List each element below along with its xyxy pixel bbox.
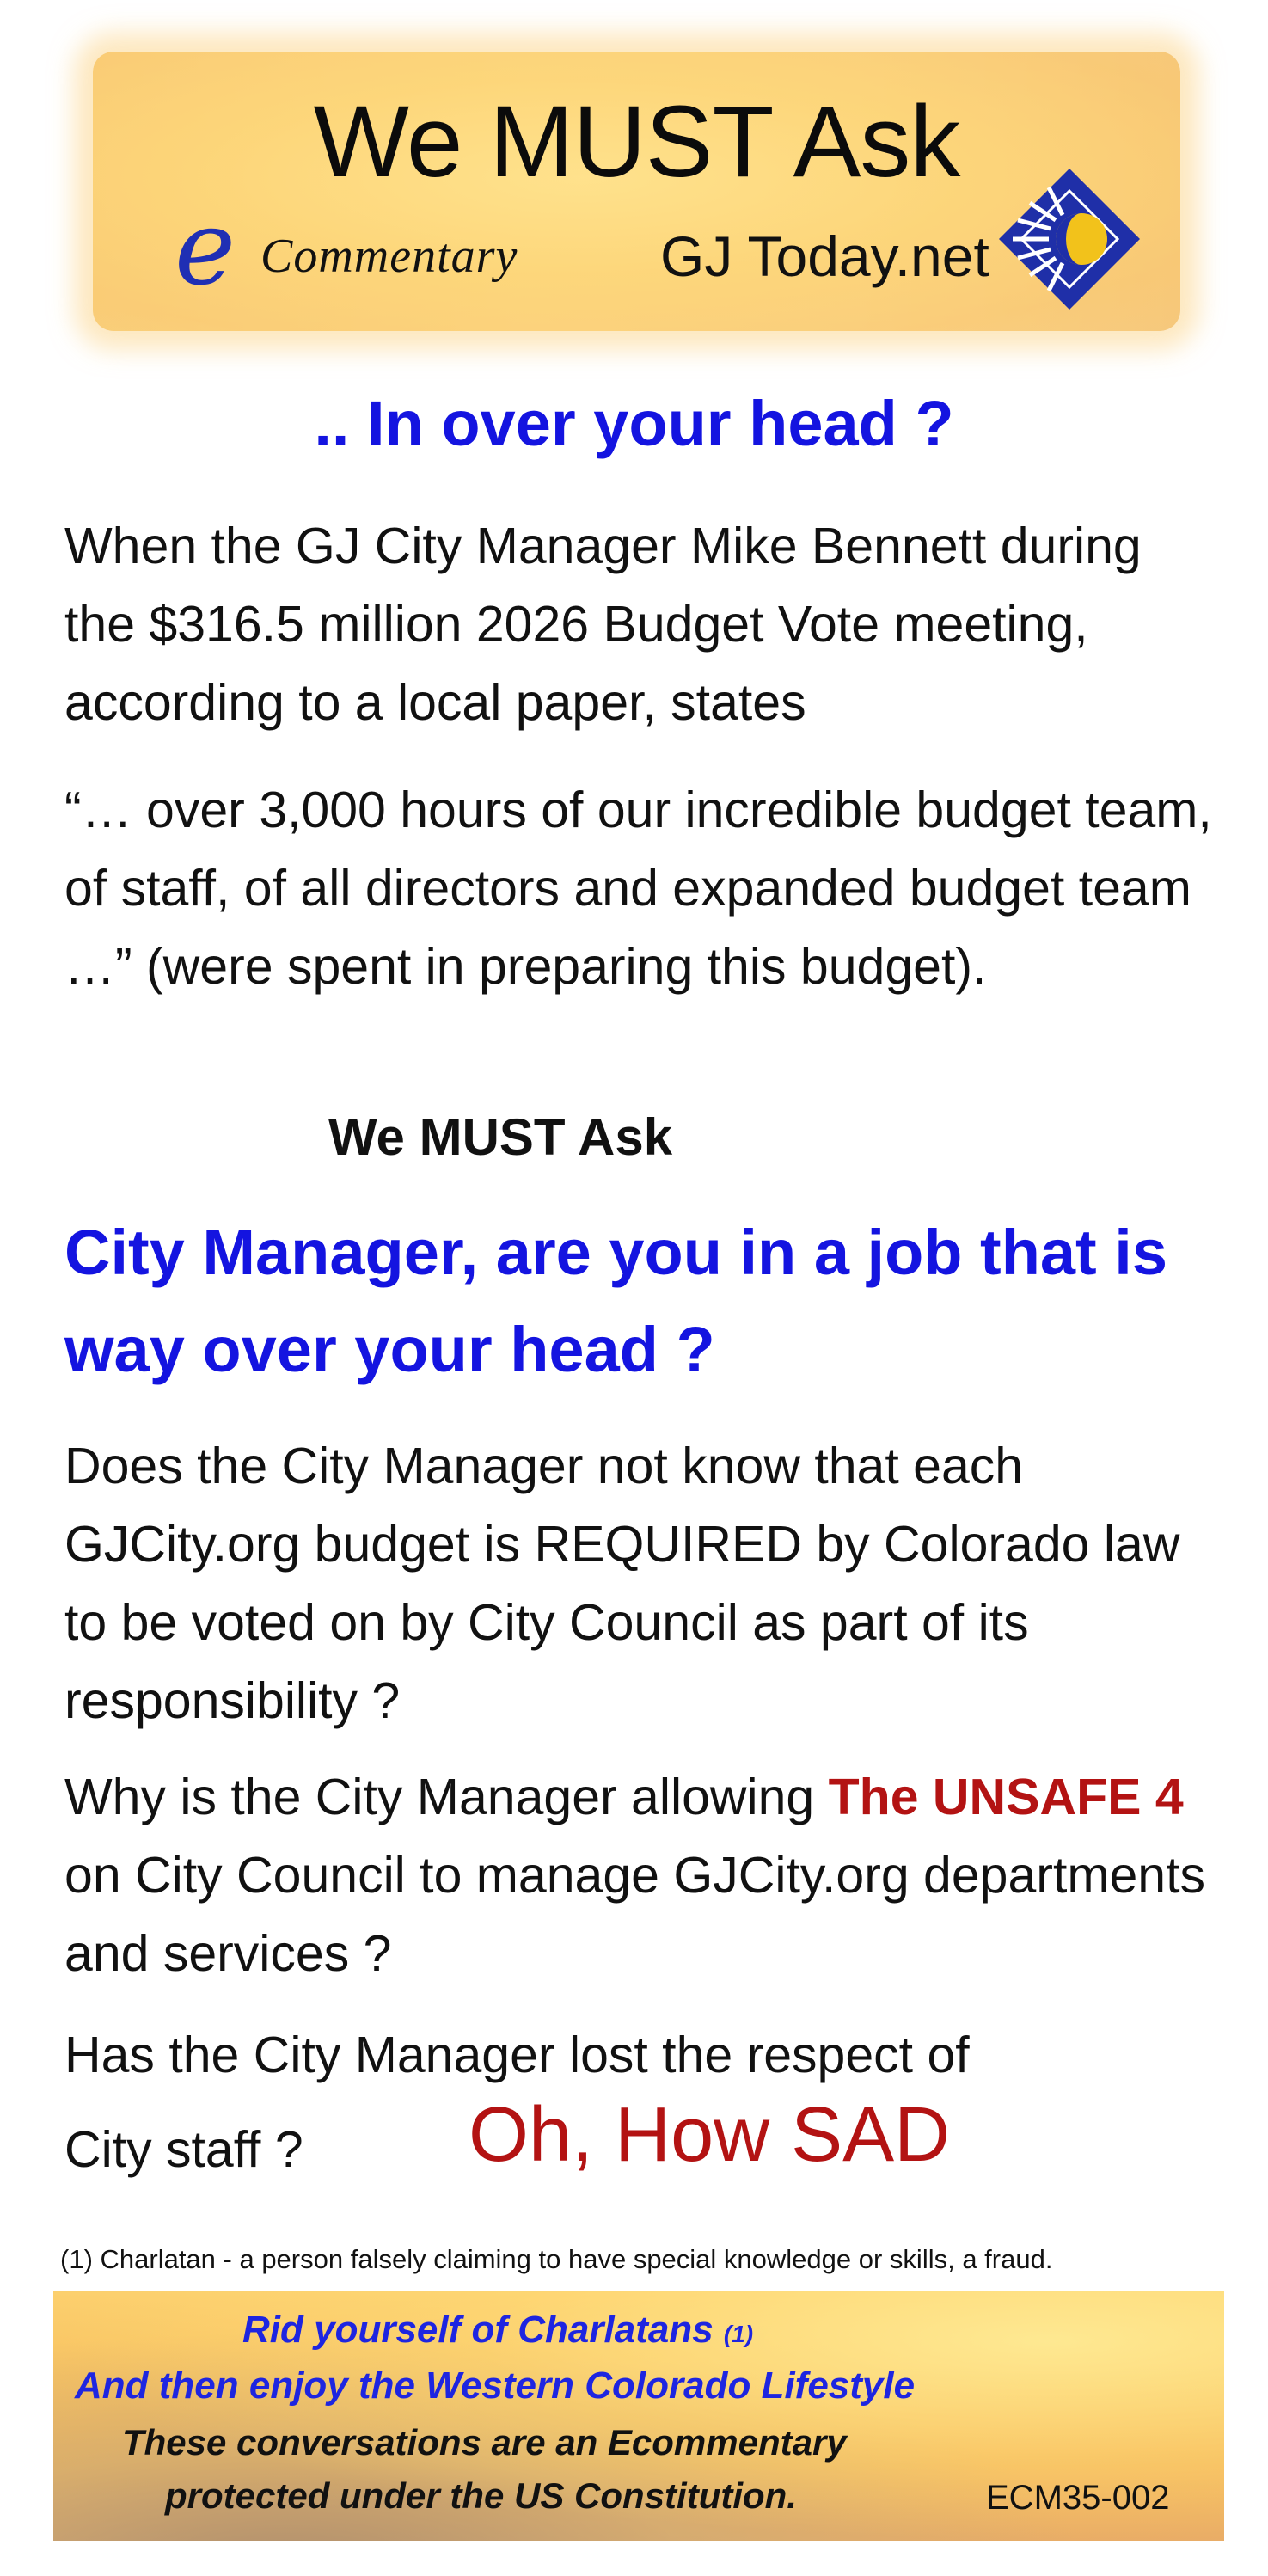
- footer-charlatans-text: Rid yourself of Charlatans: [242, 2309, 714, 2351]
- footnote-reference: (1): [723, 2321, 754, 2347]
- banner-commentary-label: Commentary: [260, 230, 518, 283]
- unsafe-four-highlight: The UNSAFE 4: [828, 1769, 1184, 1825]
- headline: .. In over your head ?: [314, 388, 954, 459]
- header-banner: [93, 52, 1180, 331]
- unsafe-four-text-before: Why is the City Manager allowing: [64, 1769, 829, 1825]
- footer-banner: [53, 2291, 1224, 2541]
- respect-paragraph: Has the City Manager lost the respect of: [64, 2027, 970, 2083]
- unsafe-four-paragraph: [64, 1758, 1216, 1993]
- city-staff-text: City staff ?: [64, 2121, 303, 2178]
- oh-how-sad-text: Oh, How SAD: [469, 2092, 951, 2178]
- banner-title: We MUST Ask: [313, 85, 960, 199]
- budget-law-paragraph: Does the City Manager not know that each GJCity.org budget is REQUIRED by Colorado law to be voted on by City Council as part of its responsibility ?: [64, 1438, 1180, 1729]
- quote-paragraph: “… over 3,000 hours of our incredible budget team, of staff, of all directors and expanded budget team …” (were spent in preparing this budget).: [64, 782, 1212, 995]
- banner-site-name: GJ Today.net: [660, 224, 989, 288]
- gj-today-diamond-logo-icon: [995, 165, 1143, 313]
- banner-e-letter: e: [175, 189, 236, 309]
- main-question: City Manager, are you in a job that is way over your head ?: [64, 1217, 1167, 1385]
- footer-line-ecommentary: These conversations are an Ecommentary: [122, 2422, 847, 2463]
- footer-document-code: ECM35-002: [986, 2479, 1170, 2517]
- unsafe-four-text-after: on City Council to manage GJCity.org departments and services ?: [64, 1847, 1206, 1982]
- footer-line-lifestyle: And then enjoy the Western Colorado Lifestyle: [75, 2364, 916, 2407]
- footer-line-charlatans: [242, 2304, 753, 2360]
- intro-paragraph: When the GJ City Manager Mike Bennett during the $316.5 million 2026 Budget Vote meeting, according to a local paper, states: [64, 518, 1142, 731]
- we-must-ask-label: We MUST Ask: [328, 1108, 673, 1166]
- charlatan-footnote: (1) Charlatan - a person falsely claiming to have special knowledge or skills, a fraud.: [60, 2244, 1053, 2274]
- footer-line-constitution: protected under the US Constitution.: [165, 2475, 797, 2516]
